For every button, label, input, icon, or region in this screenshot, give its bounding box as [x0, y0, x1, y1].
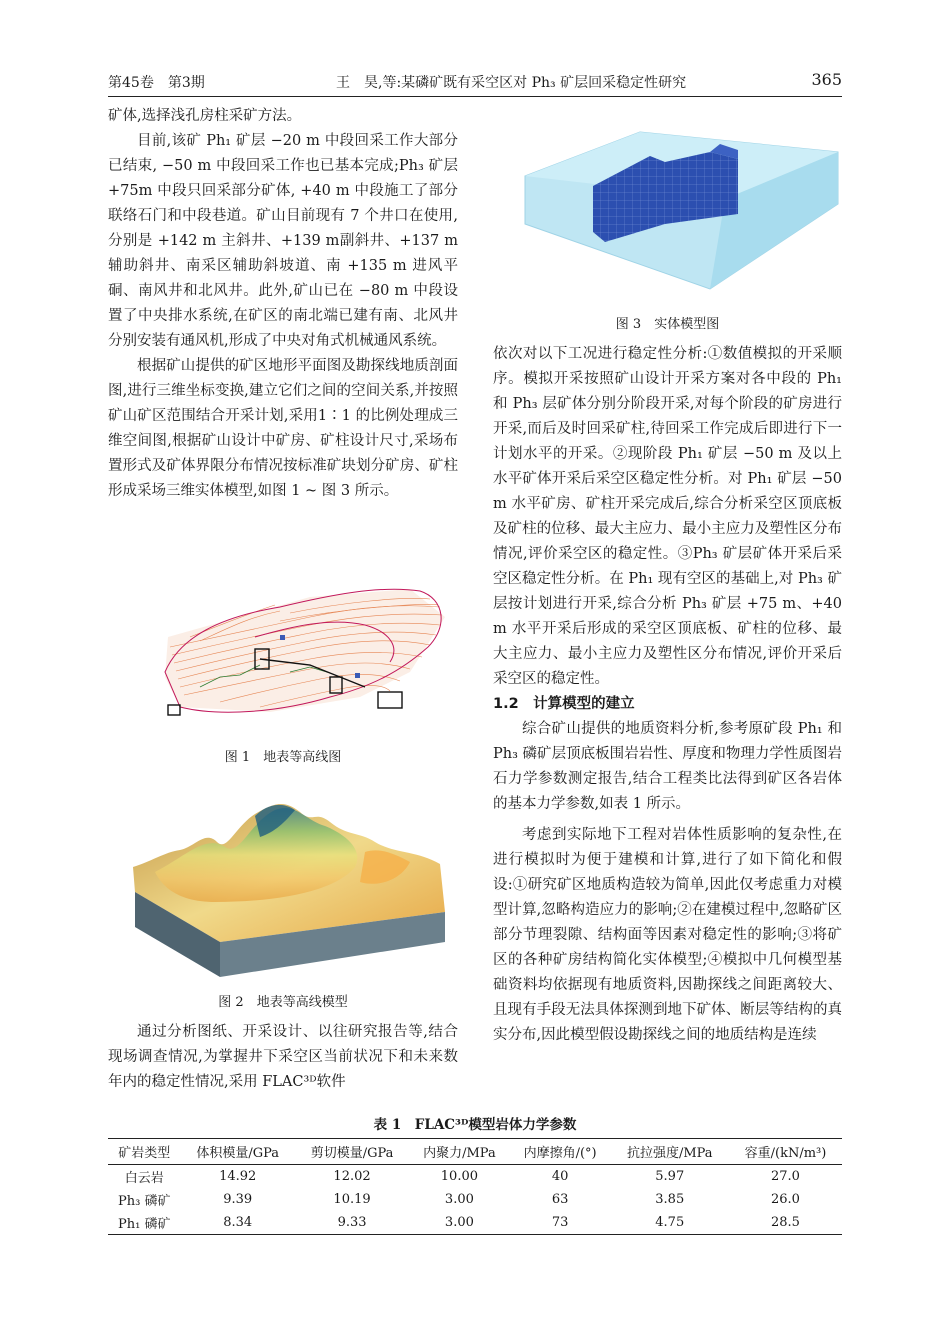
column-header: 体积模量/GPa	[181, 1139, 295, 1165]
table-cell: 40	[551, 1169, 569, 1184]
table-cell: 73	[510, 1211, 611, 1235]
section-heading: 1.2 计算模型的建立	[493, 696, 635, 712]
table-cell: 3.85	[655, 1192, 685, 1207]
figure-2-caption: 图 2 地表等高线模型	[218, 995, 348, 1010]
page-number: 365	[811, 70, 842, 89]
table-cell: 8.34	[181, 1211, 295, 1235]
rock-parameters-table	[108, 1138, 842, 1235]
table-cell: 63	[551, 1192, 569, 1207]
table-cell: 14.92	[219, 1169, 257, 1184]
figure-1-contour-map	[160, 577, 450, 727]
left-column-bottom	[108, 1020, 458, 1095]
column-header: 矿岩类型	[108, 1139, 181, 1165]
paragraph: 考虑到实际地下工程对岩体性质影响的复杂性,在进行模拟时为便于建模和计算,进行了如下简化和假设:①研究矿区地质构造较为简单,因此仅考虑重力对模型计算,忽略构造应力的影响;②在建模过程中,忽略矿区部分节理裂隙、结构面等因素对稳定性的影响;③将矿区的各种矿房结构简化实体模型;④模拟中几何模型基础资料均依据现有地质资料,因勘探线之间距离较大、且现有手段无法具体探测到地下矿体、断层等结构的真实分布,因此模型假设勘探线之间的地质结构是连续	[493, 827, 842, 1043]
table-cell: 9.39	[223, 1192, 253, 1207]
table-cell: 白云岩	[124, 1171, 164, 1186]
table-cell: 10.19	[333, 1192, 371, 1207]
table-cell: 5.97	[655, 1169, 685, 1184]
table-cell: 12.02	[333, 1169, 371, 1184]
column-header: 内摩擦角/(°)	[510, 1139, 611, 1165]
table-title: 表 1 FLAC³ᴰ模型岩体力学参数	[373, 1117, 577, 1133]
column-header: 抗拉强度/MPa	[611, 1139, 729, 1165]
paragraph: 矿体,选择浅孔房柱采矿方法。	[108, 108, 302, 124]
table-cell: 3.00	[444, 1192, 474, 1207]
right-column	[493, 342, 842, 1048]
table-row	[108, 1165, 842, 1189]
figure-3-caption: 图 3 实体模型图	[615, 317, 720, 332]
journal-volume: 第45卷 第3期	[108, 75, 205, 91]
figure-3-solid-model	[520, 104, 840, 304]
paragraph: 通过分析图纸、开采设计、以往研究报告等,结合现场调查情况,为掌握井下采空区当前状况下和未来数年内的稳定性情况,采用 FLAC³ᴰ软件	[108, 1024, 458, 1090]
table-row	[108, 1211, 842, 1235]
table-cell: 9.33	[295, 1211, 409, 1235]
table-cell: 26.0	[771, 1192, 800, 1207]
column-header: 容重/(kN/m³)	[729, 1139, 842, 1165]
table-cell: 3.00	[409, 1211, 509, 1235]
running-header	[108, 66, 842, 97]
table-row	[108, 1188, 842, 1211]
table-cell: 4.75	[611, 1211, 729, 1235]
paragraph: 依次对以下工况进行稳定性分析:①数值模拟的开采顺序。模拟开采按照矿山设计开采方案对各中段的 Ph₁ 和 Ph₃ 层矿体分别分阶段开采,对每个阶段的矿房进行开采,而后及时回采矿柱,待回采工作完成后即进行下一计划水平的开采。②现阶段 Ph₁ 矿层 −50 m 及以上水平矿体开采后采空区稳定性分析。对 Ph₁ 矿层 −50 m 水平矿房、矿柱开采完成后,综合分析采空区顶底板及矿柱的位移、最大主应力、最小主应力及塑性区分布情况,评价采空区的稳定性。③Ph₃ 矿层矿体开采后采空区稳定性分析。在 Ph₁ 现有空区的基础上,对 Ph₃ 矿层按计划进行开采,综合分析 Ph₃ 矿层 +75 m、+40 m 水平开采后形成的采空区顶底板、矿柱的位移、最大主应力、最小主应力及塑性区分布情况,评价开采后采空区的稳定性。	[493, 346, 842, 687]
paragraph: 目前,该矿 Ph₁ 矿层 −20 m 中段回采工作大部分已结束, −50 m 中段回采工作也已基本完成;Ph₃ 矿层 +75m 中段只回采部分矿体, +40 m 中段施工了部分联络石门和中段巷道。矿山目前现有 7 个井口在使用,分别是 +142 m 主斜井、+139 m副斜井、+137 m 辅助斜井、南采区辅助斜坡道、南 +135 m 进风平硐、南风井和北风井。此外,矿山已在 −80 m 中段设置了中央排水系统,在矿区的南北端已建有南、北风井分别安装有通风机,形成了中央对角式机械通风系统。	[108, 133, 458, 349]
table-cell: Ph₃ 磷矿	[118, 1194, 171, 1209]
table-cell: 10.00	[440, 1169, 478, 1184]
figure-1-caption: 图 1 地表等高线图	[224, 750, 342, 765]
column-header: 剪切模量/GPa	[295, 1139, 409, 1165]
paragraph: 综合矿山提供的地质资料分析,参考原矿段 Ph₁ 和 Ph₃ 磷矿层顶底板围岩岩性、厚度和物理力学性质图岩石力学参数测定报告,结合工程类比法得到矿区各岩体的基本力学参数,如表 1 所示。	[493, 721, 842, 812]
paragraph: 根据矿山提供的矿区地形平面图及勘探线地质剖面图,进行三维坐标变换,建立它们之间的空间关系,并按照矿山矿区范围结合开采计划,采用1∶1 的比例处理成三维空间图,根据矿山设计中矿房、矿柱设计尺寸,采场布置形式及矿体界限分布情况按标准矿块划分矿房、矿柱形成采场三维实体模型,如图 1 ~ 图 3 所示。	[108, 358, 458, 499]
figure-2-terrain-model	[125, 792, 455, 982]
column-header: 内聚力/MPa	[409, 1139, 509, 1165]
left-column	[108, 104, 458, 504]
article-running-title: 王 昊,等:某磷矿既有采空区对 Ph₃ 矿层回采稳定性研究	[336, 75, 687, 91]
table-header-row	[108, 1139, 842, 1165]
table-cell: 27.0	[771, 1169, 800, 1184]
table-cell: Ph₁ 磷矿	[108, 1211, 181, 1235]
table-cell: 28.5	[729, 1211, 842, 1235]
